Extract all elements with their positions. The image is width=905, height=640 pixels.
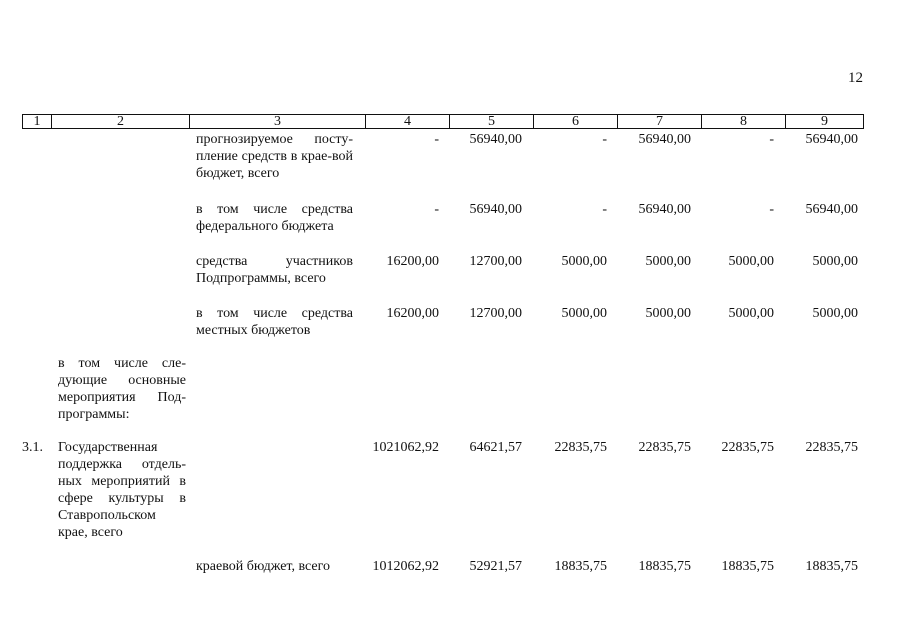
value-col-4: - [434,132,439,147]
value-col-5: 12700,00 [469,254,522,269]
value-col-8: 5000,00 [728,254,774,269]
header-row [23,115,864,129]
page-number: 12 [848,70,863,86]
value-col-6: - [602,202,607,217]
value-col-5: 64621,57 [469,440,522,455]
value-col-6: 22835,75 [554,440,607,455]
header-cell-8: 8 [702,115,786,129]
table-row [0,253,905,293]
header-cell-7: 7 [618,115,702,129]
value-col-7: 56940,00 [638,132,691,147]
value-col-5: 56940,00 [469,202,522,217]
row-description: средства участников Подпрограммы, всего [196,254,353,286]
header-cell-5: 5 [450,115,534,129]
table-row [0,201,905,241]
header-cell-3: 3 [190,115,366,129]
value-col-8: 5000,00 [728,306,774,321]
value-col-6: 5000,00 [561,306,607,321]
table-row [0,558,905,578]
value-col-4: 16200,00 [386,254,439,269]
value-col-7: 18835,75 [638,559,691,574]
column-number-header [22,114,864,129]
value-col-7: 22835,75 [638,440,691,455]
value-col-5: 52921,57 [469,559,522,574]
value-col-9: 18835,75 [805,559,858,574]
table-row [0,131,905,191]
value-col-5: 12700,00 [469,306,522,321]
value-col-8: 18835,75 [721,559,774,574]
header-cell-9: 9 [786,115,864,129]
header-cell-1: 1 [23,115,52,129]
value-col-6: 5000,00 [561,254,607,269]
table-row [0,439,905,549]
header-cell-2: 2 [52,115,190,129]
value-col-9: 5000,00 [812,306,858,321]
value-col-5: 56940,00 [469,132,522,147]
header-cell-4: 4 [366,115,450,129]
value-col-8: 22835,75 [721,440,774,455]
section-subheading: в том числе сле-дующие основные мероприятия Под-программы: [58,356,186,422]
row-description: краевой бюджет, всего [196,559,331,574]
value-col-4: 16200,00 [386,306,439,321]
value-col-6: 18835,75 [554,559,607,574]
value-col-9: 22835,75 [805,440,858,455]
row-description: в том числе средства местных бюджетов [196,306,353,338]
value-col-8: - [769,132,774,147]
value-col-8: - [769,202,774,217]
value-col-7: 5000,00 [645,306,691,321]
row-description: в том числе средства федерального бюджета [196,202,353,234]
header-cell-6: 6 [534,115,618,129]
value-col-9: 5000,00 [812,254,858,269]
value-col-4: - [434,202,439,217]
row-name: Государственная поддержка отдель-ных мероприятий в сфере культуры в Ставропольском крае, всего [58,440,186,540]
row-number: 3.1. [22,440,43,455]
value-col-6: - [602,132,607,147]
table-row [0,305,905,345]
value-col-7: 56940,00 [638,202,691,217]
value-col-7: 5000,00 [645,254,691,269]
row-description: прогнозируемое посту-пление средств в крае-вой бюджет, всего [196,132,353,181]
value-col-9: 56940,00 [805,202,858,217]
value-col-4: 1012062,92 [372,559,439,574]
value-col-9: 56940,00 [805,132,858,147]
value-col-4: 1021062,92 [372,440,439,455]
